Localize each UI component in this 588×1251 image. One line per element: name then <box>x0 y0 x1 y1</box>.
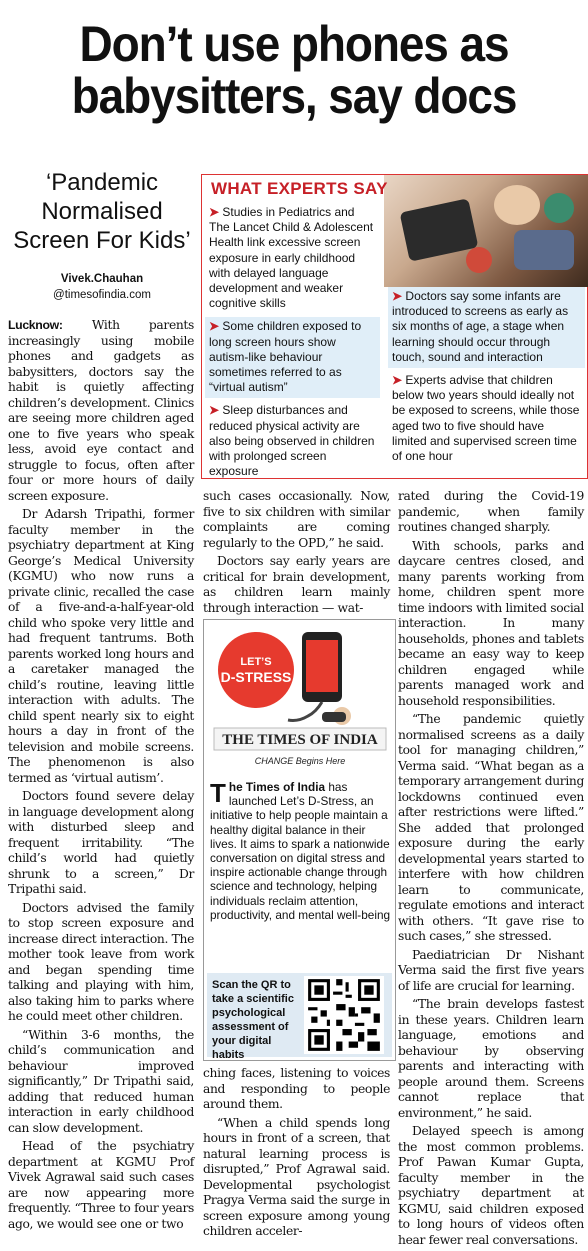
subheadline <box>4 168 200 255</box>
arrow-icon: ➤ <box>392 289 403 303</box>
experts-photo <box>384 175 588 287</box>
headline-line-2: babysitters, say docs <box>71 68 517 124</box>
paragraph: such cases occasionally. Now, five to six children with similar complaints are coming regularly to the OPD,” he said. <box>203 489 390 550</box>
subhead-line-3: Screen For Kids’ <box>13 227 191 254</box>
qr-code-icon[interactable] <box>304 976 384 1054</box>
paragraph: Doctors say early years are critical for brain development, as children learn mainly through interaction — wat- <box>203 554 390 615</box>
dstress-label: D-STRESS <box>220 669 292 685</box>
article-column-1 <box>8 318 194 1235</box>
lets-label: LET’S <box>240 656 272 668</box>
paragraph: ching faces, listening to voices and responding to people around them. <box>203 1066 390 1111</box>
experts-right-column <box>388 287 585 470</box>
arrow-icon: ➤ <box>209 319 220 334</box>
expert-point-2: ➤ Some children exposed to long screen hours show autism-like behaviour sometimes referred to as “virtual autism” <box>205 317 380 398</box>
experts-title: WHAT EXPERTS SAY <box>211 179 388 198</box>
expert-point-4: ➤ Doctors say some infants are introduced to screens as early as six months of age, a stage when learning should occur through touch, sound and interaction <box>388 287 585 368</box>
toi-tagline: CHANGE Begins Here <box>254 756 346 766</box>
article-column-2-top <box>203 489 390 619</box>
article-column-3 <box>398 489 584 1251</box>
arrow-icon: ➤ <box>392 373 403 388</box>
paragraph: Lucknow: With parents increasingly using mobile phones and gadgets as babysitters, doctors say the habit is quietly affecting children’s development. Clinics are seeing more children aged one to five years who speak less, avoid eye contact and struggle to focus, often after four or more hours of daily screen exposure. <box>8 318 194 503</box>
experts-box <box>201 174 588 479</box>
headline <box>24 18 565 122</box>
paragraph: “When a child spends long hours in front of a screen, that natural learning process is disrupted,” Prof Agrawal said. Developmental psychologist Pragya Verma said the surge in screen exposure among young children acceler- <box>203 1115 390 1238</box>
paragraph: Delayed speech is among the most common problems. Prof Pawan Kumar Gupta, faculty member in the psychiatry department at KGMU, said children exposed to long hours of videos often hear fewer real conversations. <box>398 1124 584 1247</box>
ad-dropcap: T <box>210 778 226 808</box>
byline-name: Vivek.Chauhan <box>60 273 144 285</box>
paragraph: Doctors found severe delay in language development along with disturbed sleep and frequent irritability. “The child’s world had quietly shrunk to a screen,” Dr Tripathi said. <box>8 789 194 896</box>
subhead-line-1: ‘Pandemic <box>45 169 159 196</box>
ad-body: The Times of India has launched Let’s D-Stress, an initiative to help people maintain a healthy digital balance in their lives. It aims to spark a nationwide conversation on digital stress and inspire actionable change through science and technology, helping individuals reclaim attention, productivity, and mental well-being <box>210 778 391 922</box>
arrow-icon: ➤ <box>209 205 220 219</box>
ad-graphic <box>204 620 395 775</box>
paragraph: Paediatrician Dr Nishant Verma said the first five years of life are crucial for learning. <box>398 947 584 993</box>
paragraph: Doctors advised the family to stop screen exposure and increase direct interaction. The mother took leave from work and began spending time talking and playing with him, also taking him to parks where he could meet other children. <box>8 900 194 1023</box>
paragraph: “The pandemic quietly normalised screens as a daily tool for managing children,” Verma said. “What began as a temporary arrangement during lockdowns continued even after restrictions were lifted.” She added that prolonged exposure during the early developmental years started to interfere with how children learn to communicate, regulate emotions and interact with others. “It gave rise to such cases,” she stressed. <box>398 712 584 943</box>
paragraph: Head of the psychiatry department at KGMU Prof Vivek Agrawal said such cases are now appearing more frequently. “Three to four years ago, we would see one or two <box>8 1139 194 1231</box>
toi-masthead: THE TIMES OF INDIA <box>222 732 378 748</box>
byline-handle: @timesofindia.com <box>53 289 151 301</box>
paragraph: rated during the Covid-19 pandemic, when family routines changed sharply. <box>398 489 584 534</box>
qr-panel <box>207 973 392 1061</box>
paragraph: With schools, parks and daycare centres closed, and many parents working from home, children spent more time indoors with limited social interaction. In many households, phones and tablets became an easy way to keep children engaged while parents managed work and household responsibilities. <box>398 538 584 708</box>
lets-dstress-ad <box>203 619 396 1061</box>
expert-point-5: ➤ Experts advise that children below two years should ideally not be exposed to screens, while those aged two to five should have limited and supervised screen time of one hour <box>392 373 580 464</box>
experts-left-column <box>205 203 380 485</box>
dateline: Lucknow: <box>8 318 63 332</box>
article-column-2-bottom <box>203 1066 390 1243</box>
paragraph: “Within 3-6 months, the child’s communication and behaviour improved significantly,” Dr Tripathi said, adding that reduced human interaction in early childhood can slow development. <box>8 1027 194 1135</box>
qr-caption: Scan the QR to take a scientific psychological assessment of your digital habits <box>212 979 294 1061</box>
expert-point-3: ➤ Sleep disturbances and reduced physical activity are also being observed in children with prolonged screen exposure <box>209 403 375 479</box>
paragraph: Dr Adarsh Tripathi, former faculty member in the psychiatry department at King George’s Medical University (KGMU) who now runs a private clinic, recalled the case of a five-and-a-half-year-old child who spoke very little and had frequent tantrums. Both parents worked long hours and a caretaker managed the child’s routine, leaving little interaction with adults. The child spent nearly six to eight hours a day in front of the television and mobile screens. The phenomenon is also termed as ‘virtual autism’. <box>8 507 194 785</box>
paragraph: “The brain develops fastest in these years. Children learn language, emotions and behaviour by observing parents and interacting with people around them. Screens cannot replace that environment,” he said. <box>398 997 584 1120</box>
expert-point-1: ➤ Studies in Pediatrics and The Lancet Child & Adolescent Health link excessive screen exposure in early childhood with delayed language development and weaker cognitive skills <box>209 205 374 311</box>
arrow-icon: ➤ <box>209 403 220 418</box>
headline-line-1: Don’t use phones as <box>79 16 509 72</box>
subhead-line-2: Normalised <box>41 198 163 225</box>
ad-brand: he Times of India <box>228 780 326 794</box>
